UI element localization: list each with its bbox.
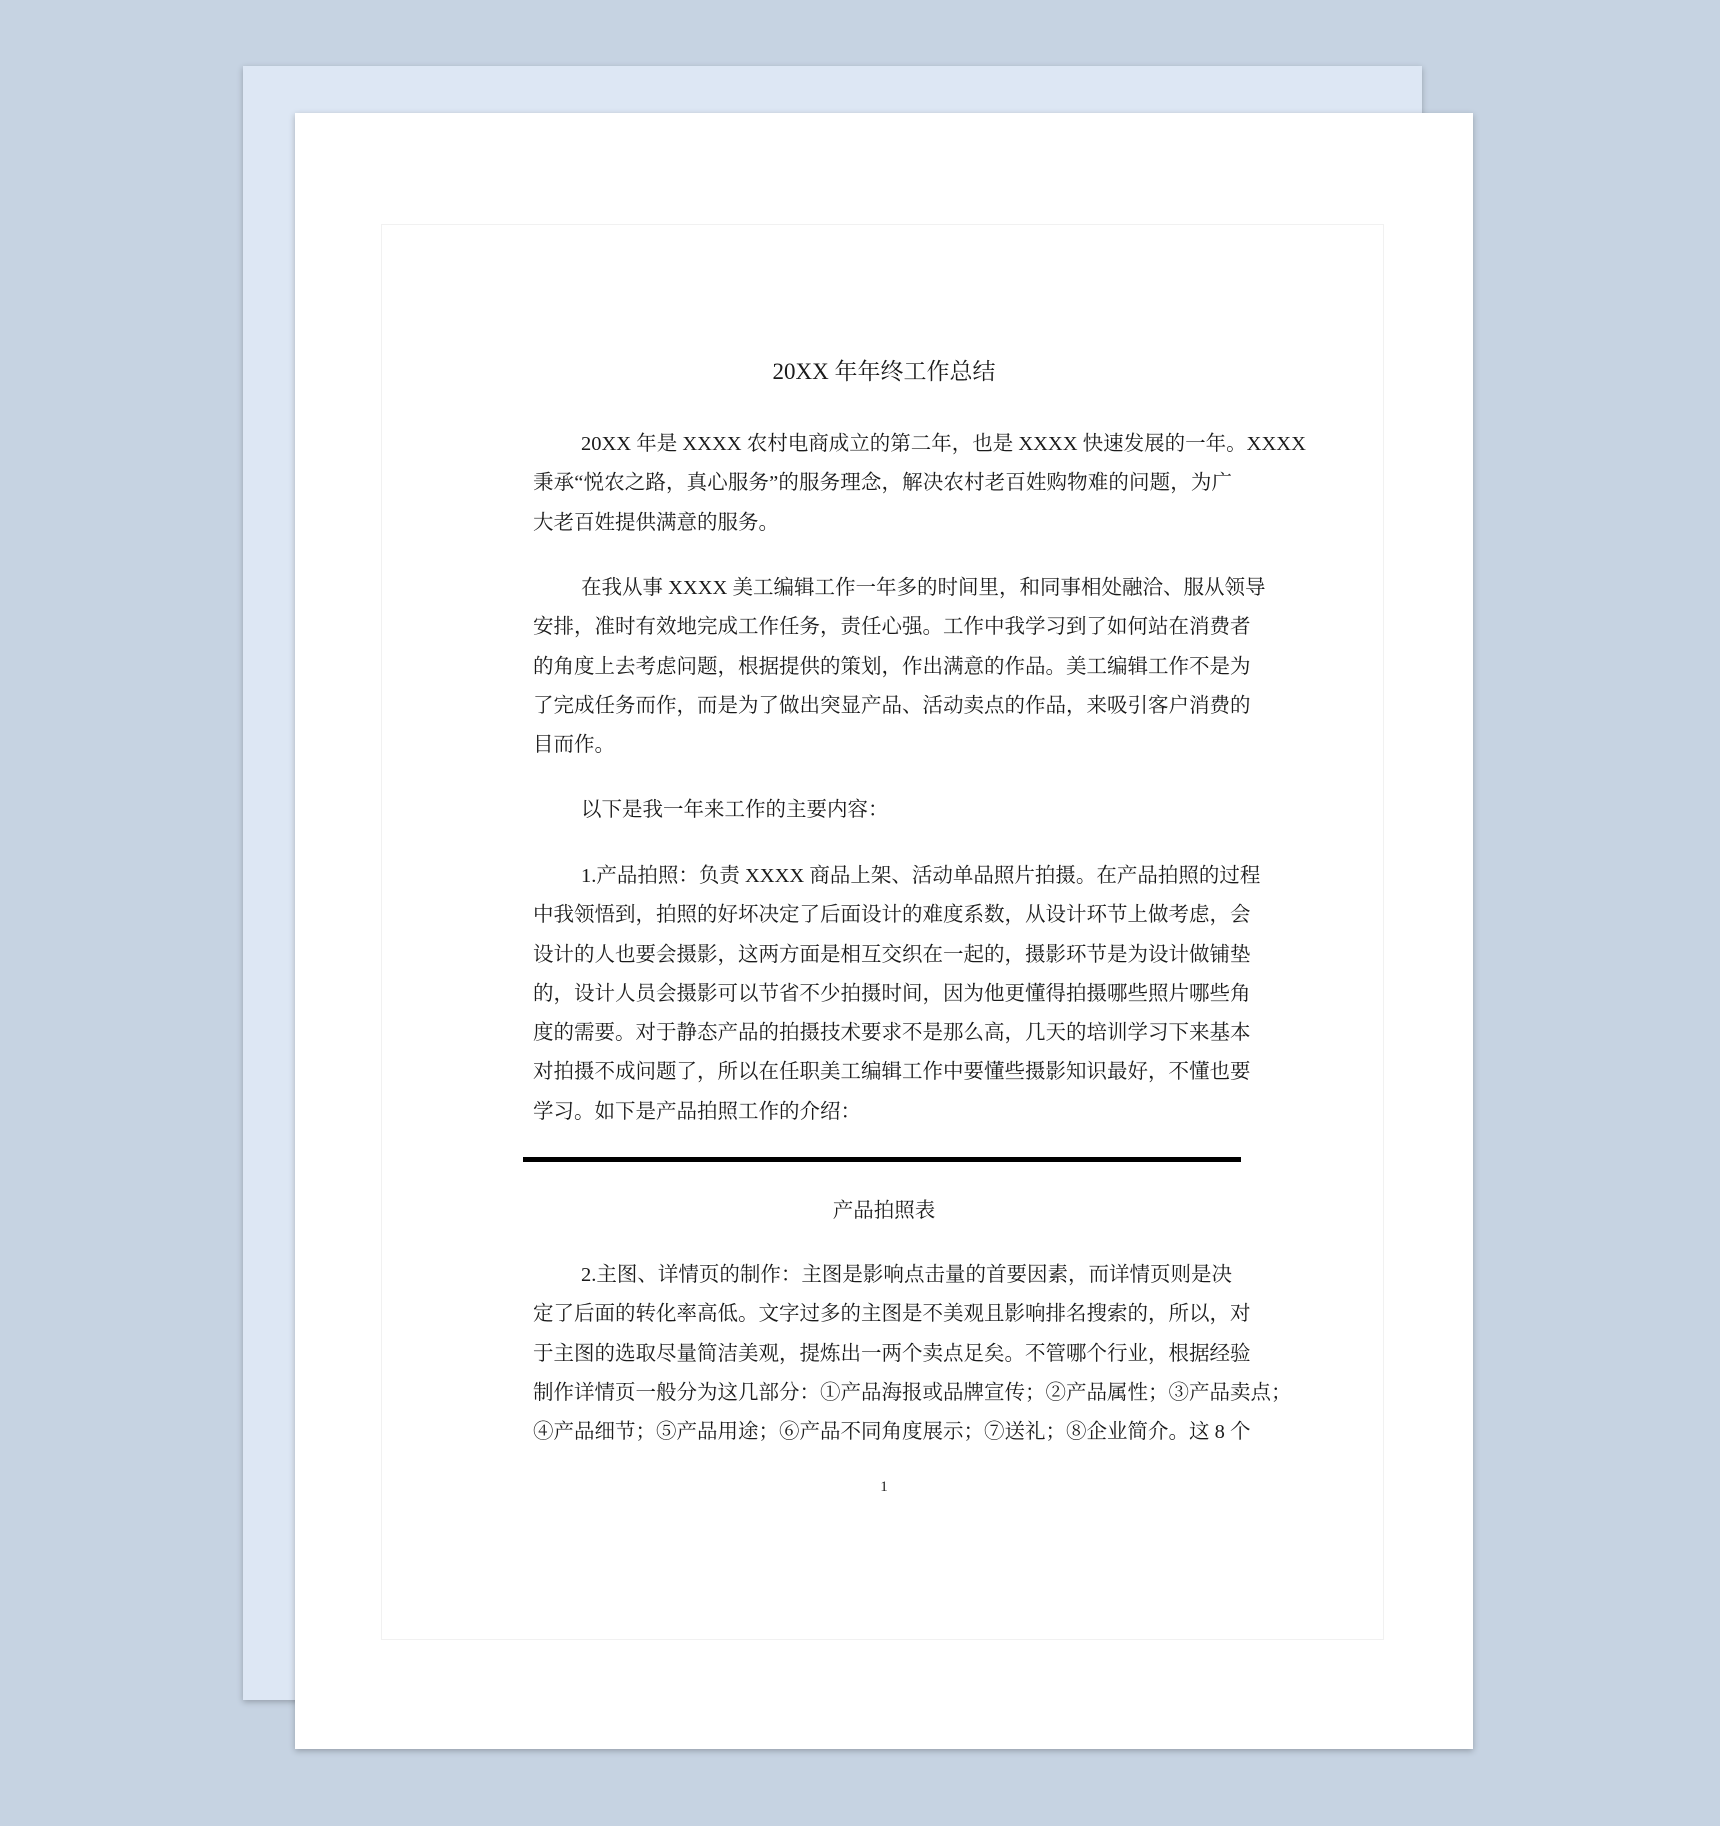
text-line: 学习。如下是产品拍照工作的介绍： (533, 1100, 861, 1123)
document-title: 20XX 年年终工作总结 (772, 359, 996, 384)
paragraph-intro (533, 425, 1306, 543)
text-line: 大老百姓提供满意的服务。 (533, 511, 779, 534)
text-line: 制作详情页一般分为这几部分：①产品海报或品牌宣传；②产品属性；③产品卖点； (533, 1381, 1292, 1404)
document-page (295, 113, 1473, 1749)
text-line: 对拍摄不成问题了，所以在任职美工编辑工作中要懂些摄影知识最好，不懂也要 (533, 1061, 1251, 1084)
text-line: 的，设计人员会摄影可以节省不少拍摄时间，因为他更懂得拍摄哪些照片哪些角 (533, 982, 1251, 1005)
text-line: 以下是我一年来工作的主要内容： (581, 799, 889, 821)
table-caption: 产品拍照表 (832, 1200, 936, 1222)
text-line: 秉承“悦农之路，真心服务”的服务理念，解决农村老百姓购物难的问题，为广 (533, 472, 1232, 495)
text-line: 设计的人也要会摄影，这两方面是相互交织在一起的，摄影环节是为设计做铺垫 (533, 943, 1251, 966)
text-line: 度的需要。对于静态产品的拍摄技术要求不是那么高，几天的培训学习下来基本 (533, 1022, 1251, 1045)
text-line: 的角度上去考虑问题，根据提供的策划，作出满意的作品。美工编辑工作不是为 (533, 655, 1251, 678)
text-line: 了完成任务而作，而是为了做出突显产品、活动卖点的作品，来吸引客户消费的 (533, 694, 1251, 717)
paragraph-item-1 (533, 857, 1261, 1132)
text-line: 安排，准时有效地完成工作任务，责任心强。工作中我学习到了如何站在消费者 (533, 616, 1251, 639)
page-number: 1 (880, 1479, 888, 1495)
text-line: 1.产品拍照：负责 XXXX 商品上架、活动单品照片拍摄。在产品拍照的过程 (581, 865, 1261, 887)
text-line: 定了后面的转化率高低。文字过多的主图是不美观且影响排名搜索的，所以，对 (533, 1303, 1251, 1326)
text-line: 中我领悟到，拍照的好坏决定了后面设计的难度系数，从设计环节上做考虑，会 (533, 904, 1251, 927)
text-line: 目而作。 (533, 734, 615, 757)
paragraph-lead-in (533, 791, 1232, 830)
text-line: 在我从事 XXXX 美工编辑工作一年多的时间里，和同事相处融洽、服从领导 (581, 577, 1266, 599)
paragraph-experience (533, 569, 1266, 765)
text-line: 20XX 年是 XXXX 农村电商成立的第二年，也是 XXXX 快速发展的一年。XXXX (581, 433, 1306, 455)
paragraph-item-2 (533, 1256, 1292, 1452)
text-line: 于主图的选取尽量简洁美观，提炼出一两个卖点足矣。不管哪个行业，根据经验 (533, 1342, 1251, 1365)
table-top-rule (523, 1157, 1241, 1162)
text-line: ④产品细节；⑤产品用途；⑥产品不同角度展示；⑦送礼；⑧企业简介。这 8 个 (533, 1421, 1251, 1444)
text-line: 2.主图、详情页的制作：主图是影响点击量的首要因素，而详情页则是决 (581, 1264, 1232, 1286)
